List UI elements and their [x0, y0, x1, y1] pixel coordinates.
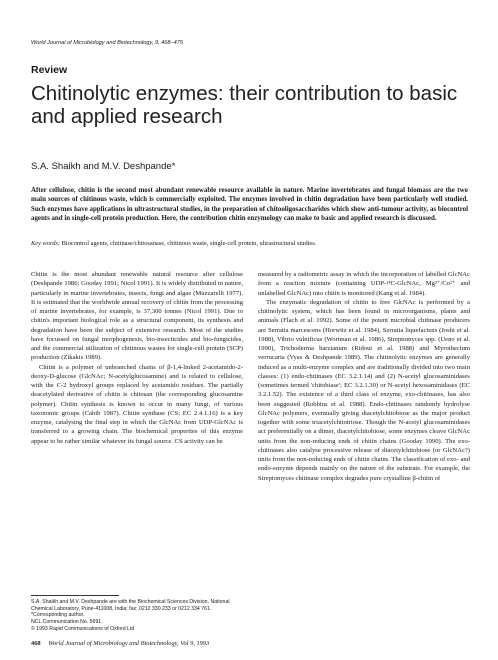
page-footer [31, 640, 209, 647]
abstract: After cellulose, chitin is the second most abundant renewable resource available in nature. Marine invertebrates and fungal biomass are the two main sources of chitinous waste, which is commercially exploited. The enzymes involved in chitin degradation have been particularly well studied. Such enzymes have applications in ultrastructural studies, in the preparation of chitooligosaccharides which show anti-tumour activity, as biocontrol agents and in single-cell protein production. Here, the contribution chitin enzymology can make to basic and applied research is discussed. [31, 187, 468, 222]
keywords-label: Key words: [31, 240, 61, 247]
keywords-text: Biocontrol agents, chitinase/chitosanase, chitinous waste, single-cell protein, ultrastructural studies. [61, 240, 317, 247]
article-title: Chitinolytic enzymes: their contribution to basic and applied research [31, 82, 458, 128]
ncl-communication: NCL Communication No. 5691. [31, 618, 103, 625]
journal-running-header: World Journal of Microbiology and Biotechnology, 9, 468–475 [31, 40, 183, 46]
paragraph: Chitin is a polymer of unbranched chains of β-1,4-linked 2-acetamido-2-deoxy-D-glucose (GlcNAc; N-acetylglucosamine) and is related to cellulose, with the C-2 hydroxyl groups replaced by acetamido residues. The partially deacetylated derivative of chitin is chitosan (the corresponding glucosamine polymer). Chitin synthesis is known to occur in many fungi, of various taxonomic groups (Cabib 1987). Chitin synthase (CS; EC 2.4.1.16) is a key enzyme, catalysing the final step in which the GlcNAc from UDP-GlcNAc is transferred to a growing chain. The biochemical properties of this enzyme appear to be rather similar whatever its fungal source. CS activity can be [31, 363, 243, 445]
section-label: Review [31, 64, 68, 76]
body-column-left [31, 270, 243, 446]
page-number: 468 [31, 640, 41, 647]
body-column-right [258, 270, 470, 483]
copyright-line: © 1993 Rapid Communications of Oxford Ltd [31, 626, 135, 632]
author-footnote [31, 599, 243, 625]
paragraph: Chitin is the most abundant renewable natural resource after cellulose (Deshpande 1986; Gooday 1991; Nicol 1991). It is widely distributed in nature, particularly in marine invertebrates, insects, fungi and algae (Muzzarelli 1977). It is estimated that the worldwide annual recovery of chitin from the processing of marine invertebrates, for example, is 37,300 tonnes (Nicol 1991). Due to chitin's important biological role as a structural component, its synthesis and degradation have been the subject of extensive research. Most of the studies have focussed on fungal morphogenesis, bio-insecticides and bio-fungicides, and the commercial utilization of chitinous wastes for single-cell protein (SCP) production (Zikakis 1989). [31, 271, 243, 362]
author-line: S.A. Shaikh and M.V. Deshpande* [31, 161, 176, 172]
paragraph: The enzymatic degradation of chitin to free GlcNAc is performed by a chitinolytic system, which has been found in microorganisms, plants and animals (Flach et al. 1992). Some of the potent microbial chitinase producers are Serratia marcescens (Horwitz et al. 1984), Serratia liquefaciens (Joshi et al. 1988), Vibrio vulnificus (Wortman et al. 1986), Streptomyces spp. (Ueno et al. 1990), Trichoderma harzianum (Ridout et al. 1988) and Myrothecium verrucaria (Vyas & Deshpande 1989). The chitinolytic enzymes are generally induced as a multi-enzyme complex and are traditionally divided into two main classes: (1) endo-chitinases (EC 3.2.1.14) and (2) N-acetyl glucosaminidases (sometimes termed 'chitobiase'; EC 3.2.1.30) or N-acetyl hexosaminidases (EC 3.2.1.52). The existence of a third class of enzyme, exo-chitinases, has also been suggested (Robbins et al. 1988). Endo-chitinases randomly hydrolyse GlcNAc polymers, eventually giving diacetylchitobiose as the major product together with some triacetylchitotriose. Though the N-acetyl glucosaminidases act preferentially on a dimer, diacetylchitobiose, some enzymes cleave GlcNAc units from the non-reducing ends of chitin chains (Gooday 1990). The exo-chitinases also catalyse processive release of diacetylchitobiose (or GlcNAc?) units from the non-reducing ends of chitin chains. The classification of exo- and endo-enzyme depends mainly on the nature of the substrate. For example, the Streptomyces chitinase complex degrades pure crystalline β-chitin of [258, 298, 470, 482]
footnote-divider [31, 595, 119, 596]
paragraph: measured by a radiometric assay in which the incorporation of labelled GlcNAc from a reaction mixture (containing UDP-¹⁴C-GlcNAc, Mg²⁺/Co²⁺ and unlabelled GlcNAc) into chitin is monitored (Kang et al. 1984). [258, 271, 470, 297]
affiliation-note: S.A. Shaikh and M.V. Deshpande are with the Biochemical Sciences Division, National Chemical Laboratory, Pune-411008, India; fax: 0212 330 233 or 0212 334 761. *Corresponding author. [31, 599, 230, 619]
footer-journal: World Journal of Microbiology and Biotechnology, Vol 9, 1993 [48, 640, 210, 647]
keywords [31, 240, 468, 247]
